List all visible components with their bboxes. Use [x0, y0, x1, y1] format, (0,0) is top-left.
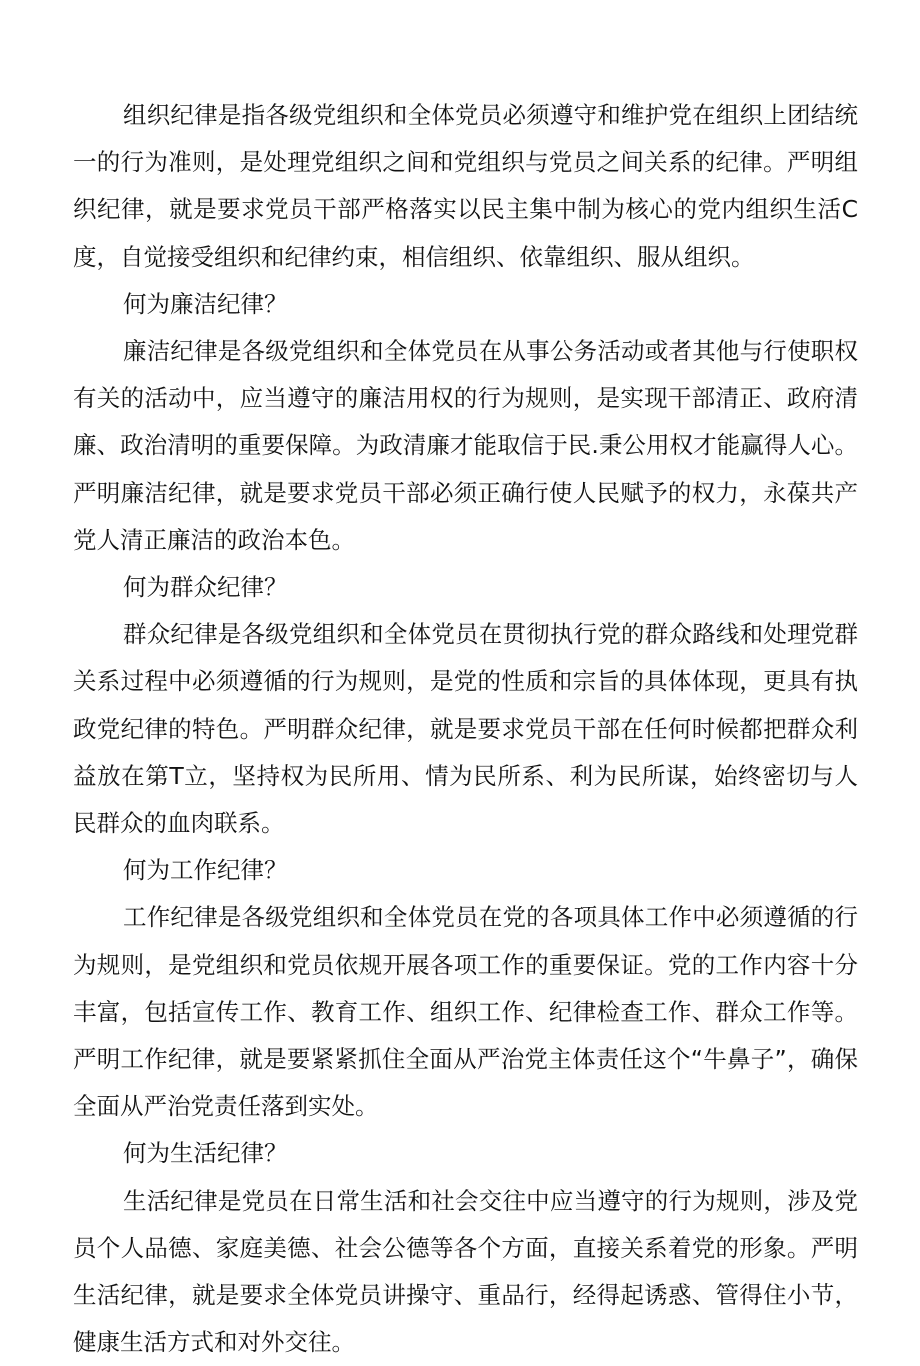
question-work-discipline: 何为工作纪律？ [123, 856, 288, 885]
question-life-discipline: 何为生活纪律？ [123, 1139, 288, 1168]
question-mass-discipline: 何为群众纪律？ [123, 573, 288, 602]
paragraph-work-discipline: 工作纪律是各级党组织和全体党员在党的各项具体工作中必须遵循的行为规则，是党组织和党员依规开展各项工作的重要保证。党的工作内容十分丰富，包括宣传工作、教育工作、组织工作、纪律检查工作、群众工作等。严明工作纪律，就是要紧紧抓住全面从严治党主体责任这个“牛鼻子”，确保全面从严治党责任落到实处。 [73, 903, 858, 1121]
paragraph-life-discipline: 生活纪律是党员在日常生活和社会交往中应当遵守的行为规则，涉及党员个人品德、家庭美德、社会公德等各个方面，直接关系着党的形象。严明生活纪律，就是要求全体党员讲操守、重品行，经得起诱惑、管得住小节，健康生活方式和对外交往。 [73, 1186, 858, 1357]
document-body [73, 92, 858, 1366]
paragraph-mass-discipline: 群众纪律是各级党组织和全体党员在贯彻执行党的群众路线和处理党群关系过程中必须遵循的行为规则，是党的性质和宗旨的具体体现，更具有执政党纪律的特色。严明群众纪律，就是要求党员干部在任何时候都把群众利益放在第T立，坚持权为民所用、情为民所系、利为民所谋，始终密切与人民群众的血肉联系。 [73, 620, 858, 838]
question-integrity-discipline: 何为廉洁纪律？ [123, 289, 288, 318]
paragraph-organization-discipline: 组织纪律是指各级党组织和全体党员必须遵守和维护党在组织上团结统一的行为准则，是处理党组织之间和党组织与党员之间关系的纪律。严明组织纪律，就是要求党员干部严格落实以民主集中制为核心的党内组织生活C度，自觉接受组织和纪律约束，相信组织、依靠组织、服从组织。 [73, 101, 858, 271]
paragraph-integrity-discipline: 廉洁纪律是各级党组织和全体党员在从事公务活动或者其他与行使职权有关的活动中，应当遵守的廉洁用权的行为规则，是实现干部清正、政府清廉、政治清明的重要保障。为政清廉才能取信于民.秉公用权才能赢得人心。严明廉洁纪律，就是要求党员干部必须正确行使人民赋予的权力，永葆共产党人清正廉洁的政治本色。 [73, 337, 858, 554]
